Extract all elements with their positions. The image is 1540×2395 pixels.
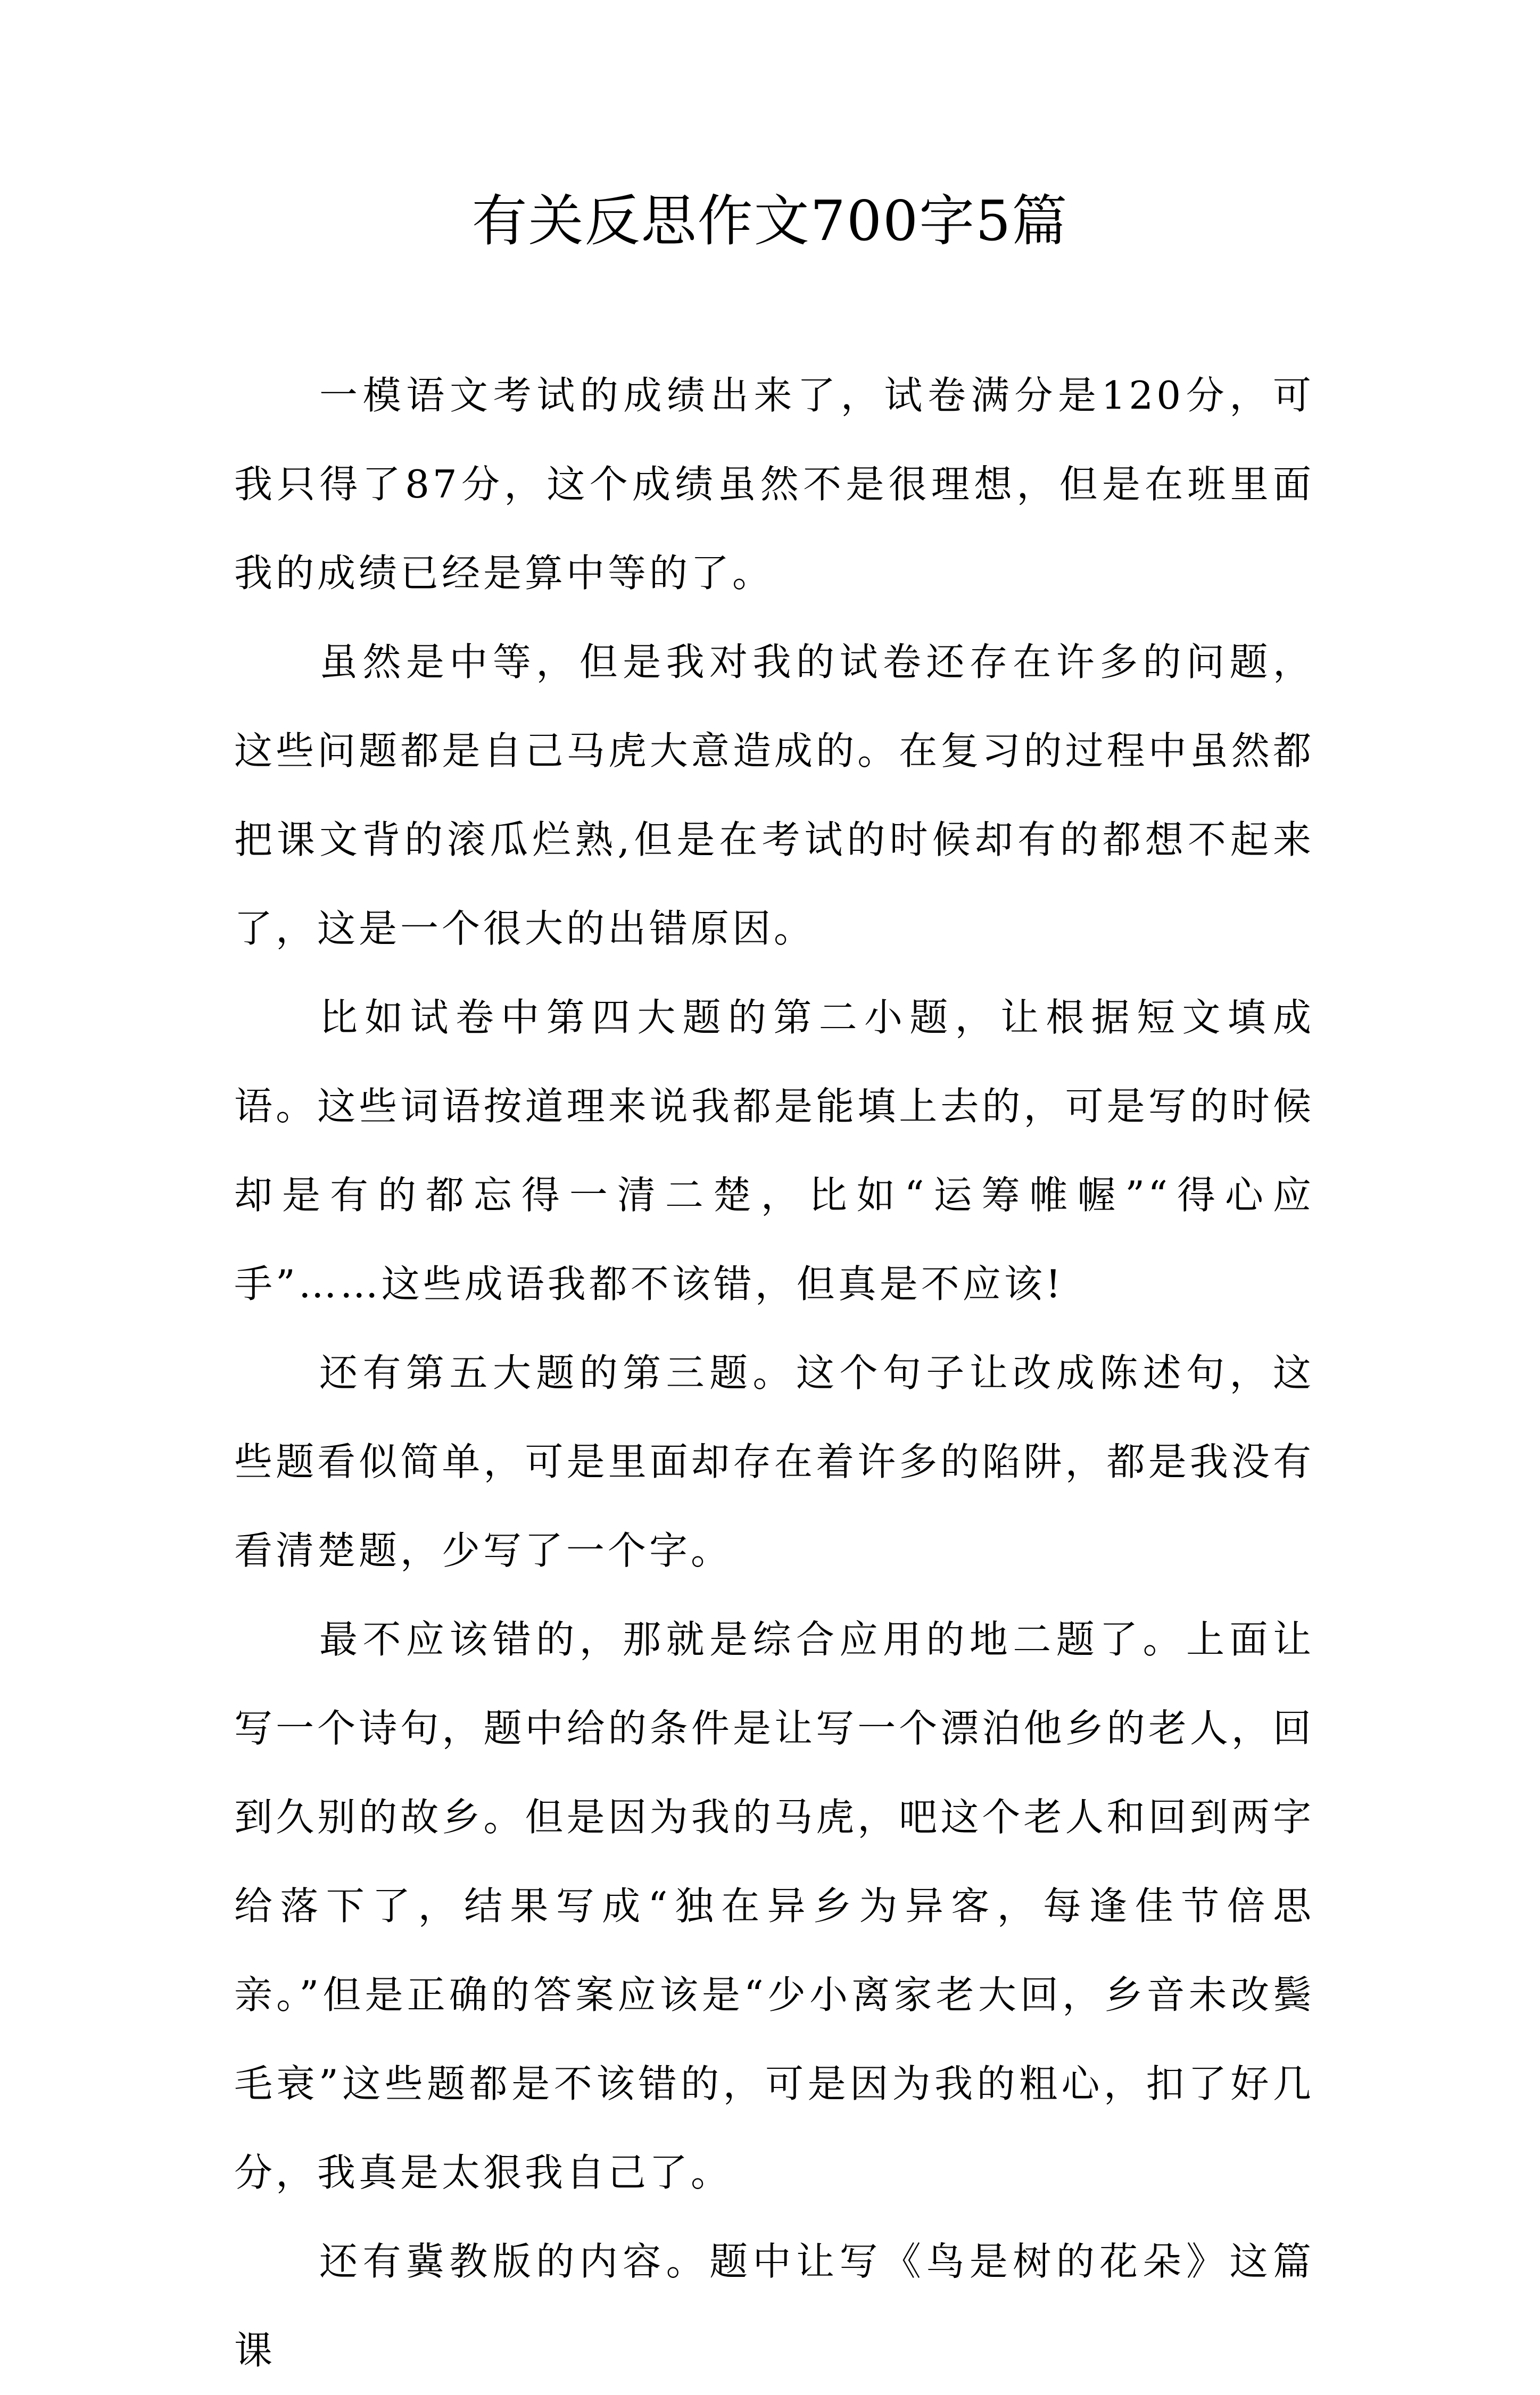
document-body: [234, 351, 1314, 2395]
paragraph-4: 还有第五大题的第三题。这个句子让改成陈述句，这些题看似简单，可是里面却存在着许多的陷阱，都是我没有看清楚题，少写了一个字。: [234, 1350, 1314, 1573]
document-title: 有关反思作文700字5篇: [471, 188, 1069, 253]
paragraph-1: 一模语文考试的成绩出来了，试卷满分是120分，可我只得了87分，这个成绩虽然不是很理想，但是在班里面我的成绩已经是算中等的了。: [234, 373, 1314, 595]
paragraph-5: 最不应该错的，那就是综合应用的地二题了。上面让写一个诗句，题中给的条件是让写一个漂泊他乡的老人，回到久别的故乡。但是因为我的马虎，吧这个老人和回到两字给落下了，结果写成“独在异乡为异客，每逢佳节倍思亲。”但是正确的答案应该是“少小离家老大回，乡音未改鬓毛衰”这些题都是不该错的，可是因为我的粗心，扣了好几分，我真是太狠我自己了。: [234, 1617, 1314, 2195]
paragraph-2: 虽然是中等，但是我对我的试卷还存在许多的问题，这些问题都是自己马虎大意造成的。在复习的过程中虽然都把课文背的滚瓜烂熟,但是在考试的时候却有的都想不起来了，这是一个很大的出错原因。: [234, 640, 1314, 951]
paragraph-3: 比如试卷中第四大题的第二小题，让根据短文填成语。这些词语按道理来说我都是能填上去的，可是写的时候却是有的都忘得一清二楚，比如“运筹帷幄”“得心应手”……这些成语我都不该错，但真是不应该!: [234, 995, 1314, 1306]
paragraph-6: 还有冀教版的内容。题中让写《鸟是树的花朵》这篇课: [234, 2239, 1314, 2373]
